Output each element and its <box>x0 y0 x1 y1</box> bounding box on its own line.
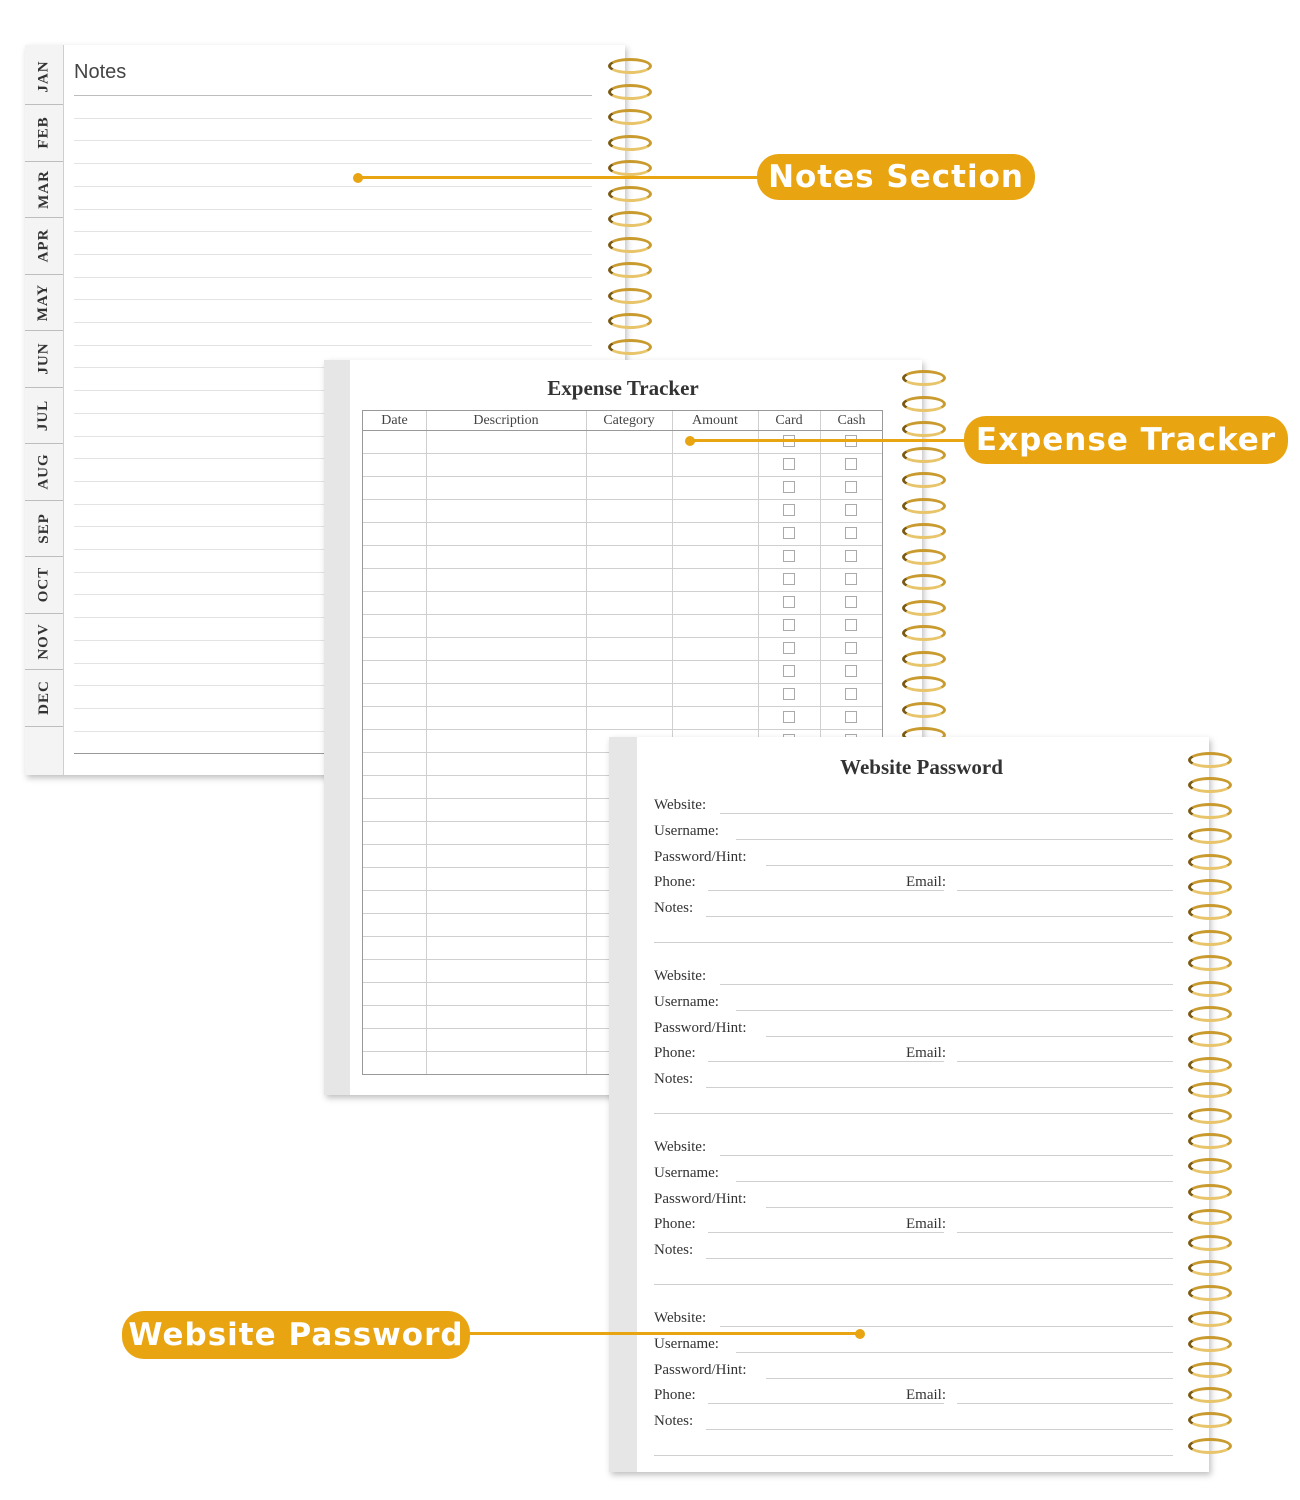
coil-ring <box>608 339 652 355</box>
field-label-website: Website: <box>654 1139 707 1155</box>
website-field[interactable] <box>720 984 1173 985</box>
expense-tracker-callout: Expense Tracker <box>964 416 1288 464</box>
email-field[interactable] <box>957 1232 1173 1233</box>
website-password-page <box>609 737 1209 1472</box>
notes-extra-line[interactable] <box>654 1284 1173 1285</box>
username-field[interactable] <box>736 1352 1173 1353</box>
coil-ring <box>1188 1362 1232 1378</box>
coil-ring <box>902 498 946 514</box>
field-label-email: Email: <box>906 874 946 891</box>
month-tab-label: JUN <box>35 342 52 375</box>
coil-ring <box>1188 828 1232 844</box>
page-spine <box>609 737 637 1472</box>
coil-ring <box>902 702 946 718</box>
month-tab-apr[interactable] <box>25 218 63 275</box>
card-checkbox[interactable] <box>783 619 795 631</box>
email-field[interactable] <box>957 1403 1173 1404</box>
field-label-password: Password/Hint: <box>654 848 747 865</box>
card-checkbox[interactable] <box>783 458 795 470</box>
field-label-username: Username: <box>654 1335 719 1352</box>
notes-line <box>74 231 592 232</box>
coil-ring <box>902 447 946 463</box>
field-label-email: Email: <box>906 1045 946 1062</box>
notes-line <box>74 345 592 346</box>
month-tab-label: MAY <box>35 283 52 321</box>
notes-extra-line[interactable] <box>654 1113 1173 1114</box>
coil-ring <box>1188 1336 1232 1352</box>
table-row-divider <box>363 637 882 638</box>
month-tab-mar[interactable] <box>25 161 63 218</box>
coil-ring <box>902 549 946 565</box>
coil-ring <box>608 135 652 151</box>
coil-ring <box>608 211 652 227</box>
notes-callout-line <box>358 176 768 179</box>
field-label-phone: Phone: <box>654 1216 696 1233</box>
password-field[interactable] <box>766 1207 1173 1208</box>
card-checkbox[interactable] <box>783 596 795 608</box>
coil-ring <box>1188 879 1232 895</box>
coil-ring <box>1188 1260 1232 1276</box>
coil-ring <box>1188 1057 1232 1073</box>
notes-field[interactable] <box>706 916 1173 917</box>
email-field[interactable] <box>957 1061 1173 1062</box>
table-row-divider <box>363 522 882 523</box>
field-label-username: Username: <box>654 993 719 1010</box>
coil-ring <box>1188 803 1232 819</box>
notes-line <box>74 163 592 164</box>
coil-ring <box>1188 1031 1232 1047</box>
notes-page-title: Notes <box>74 61 127 83</box>
coil-ring <box>608 186 652 202</box>
coil-ring <box>1188 1285 1232 1301</box>
coil-ring <box>902 523 946 539</box>
coil-ring <box>1188 777 1232 793</box>
coil-ring <box>608 237 652 253</box>
notes-line <box>74 277 592 278</box>
month-tab-jun[interactable] <box>25 331 63 388</box>
password-field[interactable] <box>766 1378 1173 1379</box>
month-tabs <box>25 45 64 775</box>
notes-extra-line[interactable] <box>654 942 1173 943</box>
coil-ring <box>902 676 946 692</box>
month-tab-may[interactable] <box>25 274 63 331</box>
coil-ring <box>608 109 652 125</box>
coil-ring <box>608 313 652 329</box>
month-tab-jul[interactable] <box>25 387 63 444</box>
coil-ring <box>608 58 652 74</box>
field-label-password: Password/Hint: <box>654 1190 747 1207</box>
table-row-divider <box>363 545 882 546</box>
coil-ring <box>1188 854 1232 870</box>
website-field[interactable] <box>720 813 1173 814</box>
month-tab-dec[interactable] <box>25 670 63 727</box>
column-header-date: Date <box>381 413 408 428</box>
table-row-divider <box>363 453 882 454</box>
coil-ring <box>902 625 946 641</box>
coil-ring <box>1188 1311 1232 1327</box>
coil-ring <box>1188 981 1232 997</box>
notes-field[interactable] <box>706 1087 1173 1088</box>
field-label-email: Email: <box>906 1216 946 1233</box>
coil-ring <box>902 472 946 488</box>
notes-field[interactable] <box>706 1429 1173 1430</box>
month-tab-label: APR <box>35 228 52 263</box>
cash-checkbox[interactable] <box>845 619 857 631</box>
coil-ring <box>1188 1387 1232 1403</box>
notes-line <box>74 186 592 187</box>
password-callout-line <box>460 1332 860 1335</box>
notes-line <box>74 254 592 255</box>
coil-ring <box>902 600 946 616</box>
field-label-phone: Phone: <box>654 874 696 891</box>
coil-ring <box>902 421 946 437</box>
website-field[interactable] <box>720 1326 1173 1327</box>
month-tab-label: NOV <box>35 622 52 660</box>
coil-ring <box>1188 1158 1232 1174</box>
table-row-divider <box>363 683 882 684</box>
table-row-divider <box>363 430 882 431</box>
card-checkbox[interactable] <box>783 665 795 677</box>
month-tab-jan[interactable] <box>25 48 63 105</box>
username-field[interactable] <box>736 839 1173 840</box>
card-checkbox[interactable] <box>783 573 795 585</box>
cash-checkbox[interactable] <box>845 642 857 654</box>
cash-checkbox[interactable] <box>845 481 857 493</box>
coil-ring <box>608 262 652 278</box>
notes-extra-line[interactable] <box>654 1455 1173 1456</box>
cash-checkbox[interactable] <box>845 665 857 677</box>
field-label-website: Website: <box>654 797 707 813</box>
month-tab-sep[interactable] <box>25 500 63 557</box>
table-column-divider <box>586 411 587 1074</box>
card-checkbox[interactable] <box>783 504 795 516</box>
notes-field[interactable] <box>706 1258 1173 1259</box>
coil-ring <box>1188 1184 1232 1200</box>
column-header-cash: Cash <box>837 413 866 428</box>
notes-line <box>74 322 592 323</box>
coil-ring <box>902 370 946 386</box>
field-label-notes: Notes: <box>654 1071 694 1088</box>
field-label-notes: Notes: <box>654 1413 694 1430</box>
field-label-notes: Notes: <box>654 1242 694 1259</box>
field-label-username: Username: <box>654 1164 719 1181</box>
expense-callout-line <box>690 439 975 442</box>
expense-tracker-title: Expense Tracker <box>547 376 699 400</box>
card-checkbox[interactable] <box>783 711 795 723</box>
coil-ring <box>902 651 946 667</box>
month-tab-oct[interactable] <box>25 557 63 614</box>
card-checkbox[interactable] <box>783 642 795 654</box>
notes-line <box>74 299 592 300</box>
coil-ring <box>608 84 652 100</box>
column-header-category: Category <box>603 413 655 428</box>
cash-checkbox[interactable] <box>845 458 857 470</box>
website-password-title: Website Password <box>840 755 1003 779</box>
field-label-username: Username: <box>654 822 719 839</box>
table-row-divider <box>363 568 882 569</box>
card-checkbox[interactable] <box>783 550 795 562</box>
cash-checkbox[interactable] <box>845 711 857 723</box>
table-row-divider <box>363 729 882 730</box>
table-row-divider <box>363 591 882 592</box>
coil-ring <box>608 288 652 304</box>
cash-checkbox[interactable] <box>845 573 857 585</box>
column-header-card: Card <box>775 413 803 428</box>
table-row-divider <box>363 499 882 500</box>
field-label-phone: Phone: <box>654 1387 696 1404</box>
month-tab-aug[interactable] <box>25 444 63 501</box>
coil-ring <box>1188 752 1232 768</box>
cash-checkbox[interactable] <box>845 550 857 562</box>
coil-ring <box>608 160 652 176</box>
table-row-divider <box>363 660 882 661</box>
cash-checkbox[interactable] <box>845 596 857 608</box>
month-tab-label: JUL <box>35 399 52 431</box>
field-label-email: Email: <box>906 1387 946 1404</box>
month-tab-label: MAR <box>35 169 52 209</box>
coil-ring <box>1188 1438 1232 1454</box>
card-checkbox[interactable] <box>783 688 795 700</box>
coil-ring <box>1188 1412 1232 1428</box>
cash-checkbox[interactable] <box>845 504 857 516</box>
password-field[interactable] <box>766 865 1173 866</box>
username-field[interactable] <box>736 1181 1173 1182</box>
month-tab-label: JAN <box>35 59 52 93</box>
column-header-amount: Amount <box>692 413 738 428</box>
card-checkbox[interactable] <box>783 527 795 539</box>
page-spine <box>324 360 350 1095</box>
cash-checkbox[interactable] <box>845 688 857 700</box>
website-password-callout: Website Password <box>122 1311 470 1359</box>
cash-checkbox[interactable] <box>845 527 857 539</box>
username-field[interactable] <box>736 1010 1173 1011</box>
table-row-divider <box>363 614 882 615</box>
notes-line <box>74 209 592 210</box>
field-label-phone: Phone: <box>654 1045 696 1062</box>
field-label-website: Website: <box>654 968 707 984</box>
coil-ring <box>1188 930 1232 946</box>
month-tab-label: OCT <box>35 566 52 603</box>
coil-ring <box>1188 1133 1232 1149</box>
table-column-divider <box>426 411 427 1074</box>
coil-ring <box>1188 1006 1232 1022</box>
month-tab-label: SEP <box>35 512 52 544</box>
month-tab-label: FEB <box>35 116 52 149</box>
password-field[interactable] <box>766 1036 1173 1037</box>
coil-ring <box>1188 1209 1232 1225</box>
coil-ring <box>1188 1235 1232 1251</box>
website-field[interactable] <box>720 1155 1173 1156</box>
column-header-description: Description <box>473 413 539 428</box>
email-field[interactable] <box>957 890 1173 891</box>
coil-ring <box>1188 1108 1232 1124</box>
table-row-divider <box>363 476 882 477</box>
field-label-password: Password/Hint: <box>654 1019 747 1036</box>
card-checkbox[interactable] <box>783 481 795 493</box>
field-label-website: Website: <box>654 1310 707 1326</box>
month-tab-label: AUG <box>35 453 52 490</box>
coil-ring <box>1188 1082 1232 1098</box>
notes-line <box>74 118 592 119</box>
notes-title-underline <box>74 95 592 96</box>
coil-ring <box>902 396 946 412</box>
month-tab-nov[interactable] <box>25 613 63 670</box>
notes-section-callout: Notes Section <box>757 154 1035 200</box>
coil-ring <box>1188 955 1232 971</box>
field-label-password: Password/Hint: <box>654 1361 747 1378</box>
table-row-divider <box>363 706 882 707</box>
field-label-notes: Notes: <box>654 900 694 917</box>
month-tab-label: DEC <box>35 680 52 715</box>
coil-ring <box>902 574 946 590</box>
notes-line <box>74 140 592 141</box>
coil-ring <box>1188 904 1232 920</box>
month-tab-feb[interactable] <box>25 105 63 162</box>
